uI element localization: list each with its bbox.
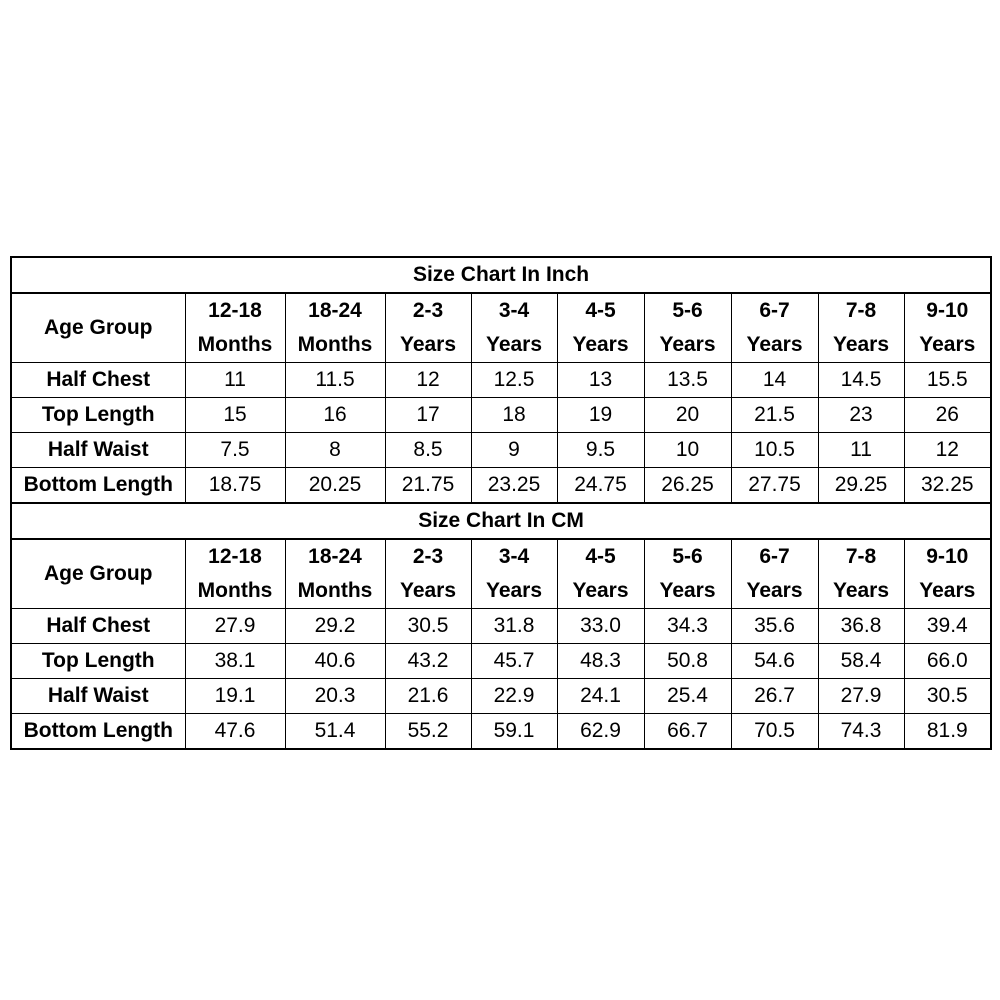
table-row (11, 468, 991, 504)
table-cell: 18 (471, 398, 557, 433)
age-unit: Years (399, 579, 457, 602)
table-cell: 81.9 (904, 714, 991, 750)
table-cell: 66.7 (644, 714, 731, 750)
table-cell: 36.8 (818, 609, 904, 644)
table-cell: 27.75 (731, 468, 818, 504)
age-range: 18-24 (308, 545, 362, 568)
age-unit: Years (659, 579, 716, 602)
age-range: 5-6 (672, 299, 703, 322)
table-cell: 29.2 (285, 609, 385, 644)
table-cell: 12.5 (471, 363, 557, 398)
age-range: 3-4 (498, 299, 530, 322)
table-cell: 27.9 (818, 679, 904, 714)
table-cell: 74.3 (818, 714, 904, 750)
age-group-header (731, 539, 818, 609)
age-unit: Years (399, 333, 457, 356)
table-cell: 45.7 (471, 644, 557, 679)
row-label: Bottom Length (11, 468, 185, 504)
table-cell: 11 (818, 433, 904, 468)
table-cell: 29.25 (818, 468, 904, 504)
age-unit: Years (572, 333, 629, 356)
age-unit: Years (485, 333, 543, 356)
table-cell: 48.3 (557, 644, 644, 679)
table-cell: 22.9 (471, 679, 557, 714)
table-cell: 30.5 (385, 609, 471, 644)
table-cell: 43.2 (385, 644, 471, 679)
table-cell: 21.6 (385, 679, 471, 714)
age-range: 2-3 (412, 545, 444, 568)
table-cell: 7.5 (185, 433, 285, 468)
age-group-header (904, 539, 991, 609)
age-range: 7-8 (845, 299, 877, 322)
table-cell: 59.1 (471, 714, 557, 750)
age-range: 9-10 (926, 545, 969, 568)
section-title-row (11, 257, 991, 293)
table-row (11, 609, 991, 644)
table-cell: 21.75 (385, 468, 471, 504)
table-cell: 10 (644, 433, 731, 468)
table-cell: 32.25 (904, 468, 991, 504)
table-row (11, 363, 991, 398)
table-cell: 18.75 (185, 468, 285, 504)
section-title-row (11, 503, 991, 539)
size-chart-table (10, 256, 992, 750)
table-cell: 31.8 (471, 609, 557, 644)
row-label: Half Chest (11, 609, 185, 644)
age-group-label: Age Group (11, 293, 185, 363)
age-group-header (731, 293, 818, 363)
table-cell: 25.4 (644, 679, 731, 714)
table-cell: 11 (185, 363, 285, 398)
age-range: 18-24 (308, 299, 362, 322)
age-group-header (557, 539, 644, 609)
table-cell: 26.25 (644, 468, 731, 504)
age-unit: Years (659, 333, 716, 356)
table-cell: 66.0 (904, 644, 991, 679)
age-group-header (285, 293, 385, 363)
size-chart-body (11, 257, 991, 749)
age-group-header (385, 539, 471, 609)
age-group-header (185, 539, 285, 609)
table-cell: 11.5 (285, 363, 385, 398)
age-group-header (818, 293, 904, 363)
table-cell: 50.8 (644, 644, 731, 679)
table-cell: 24.75 (557, 468, 644, 504)
age-range: 2-3 (412, 299, 444, 322)
age-range: 12-18 (208, 299, 262, 322)
table-cell: 35.6 (731, 609, 818, 644)
row-label: Top Length (11, 398, 185, 433)
row-label: Half Waist (11, 433, 185, 468)
age-group-header-row (11, 293, 991, 363)
age-group-header (644, 539, 731, 609)
table-cell: 8.5 (385, 433, 471, 468)
age-range: 7-8 (845, 545, 877, 568)
table-cell: 21.5 (731, 398, 818, 433)
age-unit: Years (746, 579, 803, 602)
table-cell: 19 (557, 398, 644, 433)
table-cell: 54.6 (731, 644, 818, 679)
table-cell: 12 (385, 363, 471, 398)
age-group-header-row (11, 539, 991, 609)
age-unit: Years (746, 333, 803, 356)
table-cell: 14.5 (818, 363, 904, 398)
row-label: Bottom Length (11, 714, 185, 750)
table-cell: 26.7 (731, 679, 818, 714)
age-unit: Months (297, 579, 373, 602)
table-cell: 13 (557, 363, 644, 398)
table-cell: 39.4 (904, 609, 991, 644)
age-range: 6-7 (759, 299, 790, 322)
table-cell: 23 (818, 398, 904, 433)
table-cell: 14 (731, 363, 818, 398)
age-unit: Years (485, 579, 543, 602)
table-cell: 70.5 (731, 714, 818, 750)
table-cell: 40.6 (285, 644, 385, 679)
age-group-header (471, 539, 557, 609)
table-cell: 47.6 (185, 714, 285, 750)
table-cell: 16 (285, 398, 385, 433)
table-cell: 33.0 (557, 609, 644, 644)
table-cell: 9.5 (557, 433, 644, 468)
table-cell: 26 (904, 398, 991, 433)
age-unit: Years (919, 579, 976, 602)
age-unit: Years (832, 333, 890, 356)
section-title: Size Chart In CM (11, 503, 991, 539)
age-group-label: Age Group (11, 539, 185, 609)
age-group-header (904, 293, 991, 363)
age-range: 5-6 (672, 545, 703, 568)
age-range: 4-5 (585, 299, 616, 322)
age-unit: Months (297, 333, 373, 356)
age-group-header (471, 293, 557, 363)
table-cell: 55.2 (385, 714, 471, 750)
table-row (11, 679, 991, 714)
table-cell: 51.4 (285, 714, 385, 750)
table-row (11, 714, 991, 750)
age-group-header (285, 539, 385, 609)
table-cell: 24.1 (557, 679, 644, 714)
table-cell: 20.3 (285, 679, 385, 714)
table-cell: 12 (904, 433, 991, 468)
row-label: Half Chest (11, 363, 185, 398)
age-unit: Years (919, 333, 976, 356)
table-cell: 23.25 (471, 468, 557, 504)
table-cell: 20.25 (285, 468, 385, 504)
age-range: 4-5 (585, 545, 616, 568)
table-cell: 58.4 (818, 644, 904, 679)
table-cell: 27.9 (185, 609, 285, 644)
age-range: 9-10 (926, 299, 969, 322)
table-cell: 34.3 (644, 609, 731, 644)
age-range: 12-18 (208, 545, 262, 568)
age-group-header (385, 293, 471, 363)
age-unit: Years (572, 579, 629, 602)
table-cell: 10.5 (731, 433, 818, 468)
table-cell: 19.1 (185, 679, 285, 714)
table-cell: 9 (471, 433, 557, 468)
table-cell: 15.5 (904, 363, 991, 398)
table-cell: 8 (285, 433, 385, 468)
age-unit: Years (832, 579, 890, 602)
age-group-header (557, 293, 644, 363)
age-group-header (644, 293, 731, 363)
age-unit: Months (197, 579, 273, 602)
age-group-header (818, 539, 904, 609)
section-title: Size Chart In Inch (11, 257, 991, 293)
row-label: Half Waist (11, 679, 185, 714)
row-label: Top Length (11, 644, 185, 679)
age-range: 6-7 (759, 545, 790, 568)
age-group-header (185, 293, 285, 363)
table-cell: 62.9 (557, 714, 644, 750)
age-range: 3-4 (498, 545, 530, 568)
table-cell: 38.1 (185, 644, 285, 679)
table-cell: 30.5 (904, 679, 991, 714)
age-unit: Months (197, 333, 273, 356)
table-cell: 20 (644, 398, 731, 433)
table-row (11, 433, 991, 468)
table-cell: 17 (385, 398, 471, 433)
table-row (11, 398, 991, 433)
table-cell: 13.5 (644, 363, 731, 398)
table-cell: 15 (185, 398, 285, 433)
table-row (11, 644, 991, 679)
